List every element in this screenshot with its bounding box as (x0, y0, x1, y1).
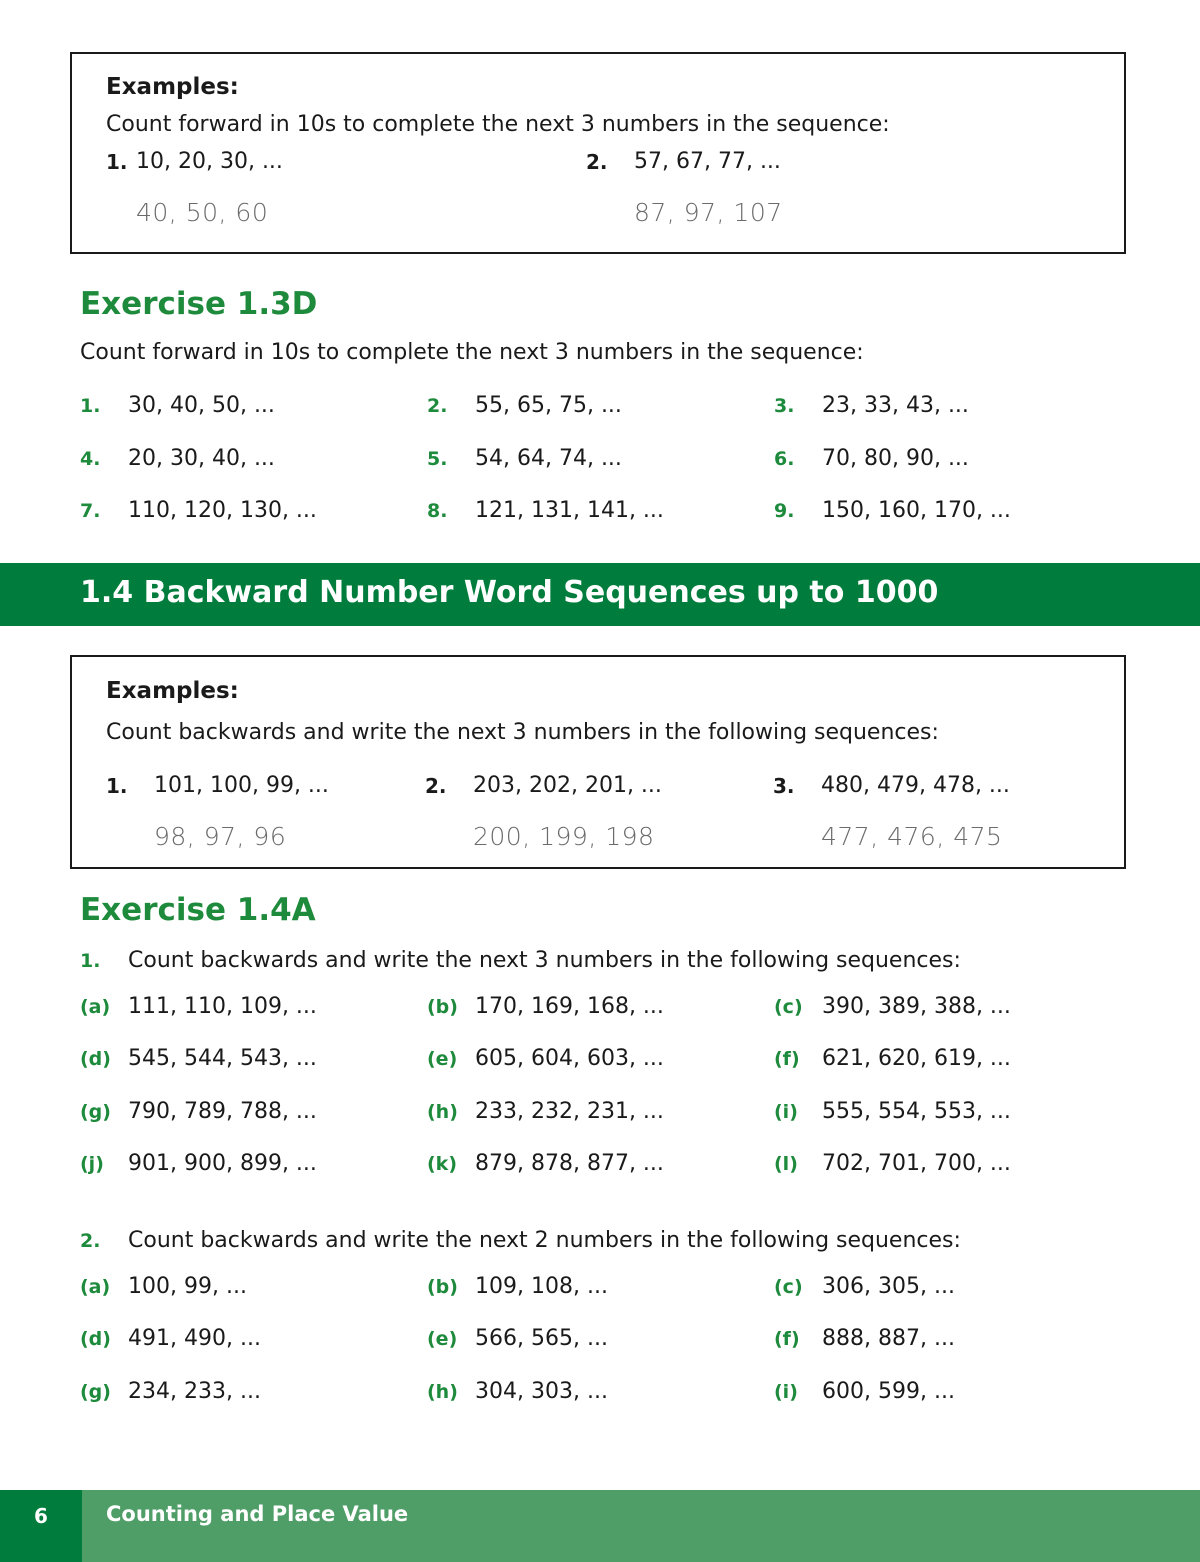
item-label: (k) (427, 1153, 458, 1175)
item-sequence: 491, 490, ... (128, 1326, 261, 1351)
item-sequence: 901, 900, 899, ... (128, 1151, 317, 1176)
item-sequence: 150, 160, 170, ... (822, 498, 1011, 523)
item-label: (a) (80, 996, 111, 1018)
section-banner (0, 563, 1200, 626)
item-sequence: 70, 80, 90, ... (822, 446, 969, 471)
item-label: (e) (427, 1048, 458, 1070)
example-item-label: 2. (586, 150, 608, 174)
item-sequence: 121, 131, 141, ... (475, 498, 664, 523)
example-item-label: 1. (106, 774, 128, 798)
item-label: (i) (774, 1381, 798, 1403)
item-label: 5. (427, 448, 448, 470)
section-title: 1.4 Backward Number Word Sequences up to 1000 (80, 575, 939, 610)
item-label: (f) (774, 1328, 800, 1350)
example-item-sequence: 10, 20, 30, ... (136, 149, 283, 174)
item-label: (e) (427, 1328, 458, 1350)
item-sequence: 170, 169, 168, ... (475, 994, 664, 1019)
item-label: (l) (774, 1153, 798, 1175)
example-item-answer: 87, 97, 107 (634, 198, 783, 227)
item-label: 7. (80, 500, 101, 522)
example-item-answer: 200, 199, 198 (473, 822, 655, 851)
question-label: 1. (80, 950, 101, 972)
item-sequence: 888, 887, ... (822, 1326, 955, 1351)
item-sequence: 790, 789, 788, ... (128, 1099, 317, 1124)
item-label: 2. (427, 395, 448, 417)
page-footer (0, 1490, 1200, 1562)
item-sequence: 702, 701, 700, ... (822, 1151, 1011, 1176)
exercise-title: Exercise 1.4A (80, 892, 316, 928)
item-sequence: 566, 565, ... (475, 1326, 608, 1351)
example-item-sequence: 57, 67, 77, ... (634, 149, 781, 174)
example-item-sequence: 101, 100, 99, ... (154, 773, 329, 798)
example-item-label: 2. (425, 774, 447, 798)
item-sequence: 233, 232, 231, ... (475, 1099, 664, 1124)
item-sequence: 545, 544, 543, ... (128, 1046, 317, 1071)
example-instruction: Count forward in 10s to complete the next 3 numbers in the sequence: (106, 112, 890, 137)
example-instruction: Count backwards and write the next 3 numbers in the following sequences: (106, 720, 939, 745)
item-sequence: 306, 305, ... (822, 1274, 955, 1299)
item-sequence: 605, 604, 603, ... (475, 1046, 664, 1071)
item-sequence: 111, 110, 109, ... (128, 994, 317, 1019)
item-label: (g) (80, 1381, 111, 1403)
example-heading: Examples: (106, 678, 239, 704)
example-item-sequence: 203, 202, 201, ... (473, 773, 662, 798)
item-label: (b) (427, 996, 458, 1018)
item-label: (i) (774, 1101, 798, 1123)
chapter-title: Counting and Place Value (106, 1502, 409, 1526)
question-instruction: Count backwards and write the next 2 numbers in the following sequences: (128, 1228, 961, 1253)
item-label: 8. (427, 500, 448, 522)
example-heading: Examples: (106, 74, 239, 100)
item-label: (g) (80, 1101, 111, 1123)
item-label: (c) (774, 1276, 803, 1298)
item-sequence: 23, 33, 43, ... (822, 393, 969, 418)
item-sequence: 879, 878, 877, ... (475, 1151, 664, 1176)
exercise-instruction: Count forward in 10s to complete the next 3 numbers in the sequence: (80, 340, 864, 365)
example-item-answer: 477, 476, 475 (821, 822, 1003, 851)
item-label: (b) (427, 1276, 458, 1298)
item-sequence: 100, 99, ... (128, 1274, 247, 1299)
item-sequence: 109, 108, ... (475, 1274, 608, 1299)
item-label: 6. (774, 448, 795, 470)
item-label: (a) (80, 1276, 111, 1298)
item-sequence: 304, 303, ... (475, 1379, 608, 1404)
item-sequence: 600, 599, ... (822, 1379, 955, 1404)
example-item-label: 1. (106, 150, 128, 174)
item-sequence: 621, 620, 619, ... (822, 1046, 1011, 1071)
item-sequence: 54, 64, 74, ... (475, 446, 622, 471)
item-label: 4. (80, 448, 101, 470)
exercise-title: Exercise 1.3D (80, 286, 318, 322)
example-item-label: 3. (773, 774, 795, 798)
question-instruction: Count backwards and write the next 3 numbers in the following sequences: (128, 948, 961, 973)
example-item-sequence: 480, 479, 478, ... (821, 773, 1010, 798)
item-label: (c) (774, 996, 803, 1018)
item-sequence: 555, 554, 553, ... (822, 1099, 1011, 1124)
item-sequence: 20, 30, 40, ... (128, 446, 275, 471)
item-label: (d) (80, 1048, 111, 1070)
example-item-answer: 40, 50, 60 (136, 198, 269, 227)
item-sequence: 234, 233, ... (128, 1379, 261, 1404)
item-label: (h) (427, 1381, 458, 1403)
item-sequence: 390, 389, 388, ... (822, 994, 1011, 1019)
item-sequence: 30, 40, 50, ... (128, 393, 275, 418)
item-label: 3. (774, 395, 795, 417)
item-sequence: 55, 65, 75, ... (475, 393, 622, 418)
question-label: 2. (80, 1230, 101, 1252)
item-label: (h) (427, 1101, 458, 1123)
example-item-answer: 98, 97, 96 (154, 822, 287, 851)
page-number-cell (0, 1490, 82, 1562)
item-label: 9. (774, 500, 795, 522)
item-label: (f) (774, 1048, 800, 1070)
item-label: (d) (80, 1328, 111, 1350)
item-sequence: 110, 120, 130, ... (128, 498, 317, 523)
page-number: 6 (34, 1504, 48, 1528)
item-label: 1. (80, 395, 101, 417)
item-label: (j) (80, 1153, 104, 1175)
